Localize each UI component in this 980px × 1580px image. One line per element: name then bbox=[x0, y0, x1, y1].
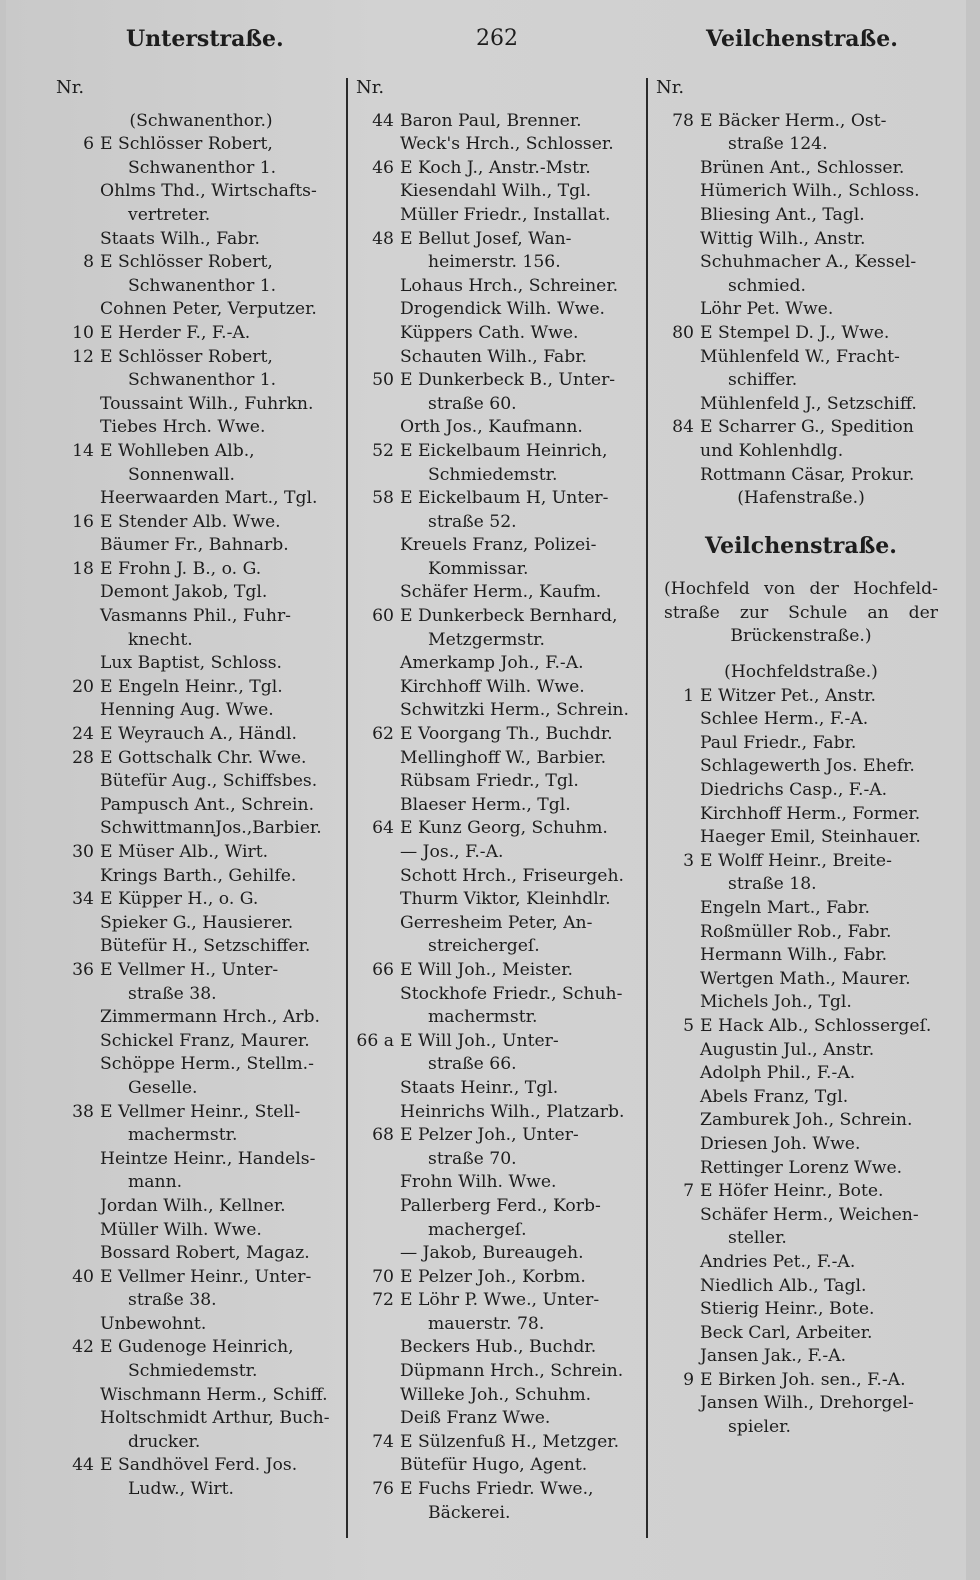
house-number: 8 bbox=[83, 252, 94, 273]
column-label: Nr. bbox=[56, 77, 85, 98]
resident-line: Bliesing Ant., Tagl. bbox=[700, 204, 865, 225]
resident-name: E Vellmer Heinr., Stell- bbox=[100, 1101, 301, 1122]
house-number: 28 bbox=[72, 747, 94, 768]
house-entry bbox=[56, 511, 346, 535]
resident-line: Düpmann Hrch., Schrein. bbox=[400, 1361, 624, 1382]
column-1 bbox=[56, 76, 346, 1546]
house-entry bbox=[356, 959, 646, 983]
resident-line: Tiebes Hrch. Wwe. bbox=[100, 417, 266, 438]
column-label: Nr. bbox=[656, 77, 685, 98]
resident-line: Haeger Emil, Steinhauer. bbox=[700, 827, 921, 848]
house-entry bbox=[356, 157, 646, 181]
continuation-line: Schmiedemstr. bbox=[128, 1361, 258, 1382]
resident-name: E Wohlleben Alb., bbox=[100, 440, 255, 461]
continuation-line: machermstr. bbox=[428, 1007, 538, 1028]
continuation-line: Schwanenthor 1. bbox=[128, 157, 277, 178]
resident-line: Lux Baptist, Schloss. bbox=[100, 653, 282, 674]
resident-line: Roßmüller Rob., Fabr. bbox=[700, 921, 892, 942]
continuation-line: streichergeſ. bbox=[428, 936, 540, 957]
resident-line: Cohnen Peter, Verputzer. bbox=[100, 299, 317, 320]
resident-name: E Herder F., F.-A. bbox=[100, 322, 251, 343]
resident-line: Heintze Heinr., Handels- bbox=[100, 1148, 316, 1169]
house-entry bbox=[356, 1124, 646, 1148]
house-number: 68 bbox=[372, 1125, 394, 1146]
house-entry bbox=[656, 416, 946, 440]
resident-line: Wertgen Math., Maurer. bbox=[700, 968, 911, 989]
house-entry bbox=[656, 685, 946, 709]
continuation-line: Ludw., Wirt. bbox=[128, 1479, 234, 1500]
continuation-line: straße 38. bbox=[128, 983, 217, 1004]
resident-name: Baron Paul, Brenner. bbox=[400, 110, 582, 131]
resident-line: Kiesendahl Wilh., Tgl. bbox=[400, 181, 592, 202]
resident-name: E Müser Alb., Wirt. bbox=[100, 842, 269, 862]
resident-line: Augustin Jul., Anstr. bbox=[700, 1039, 875, 1060]
resident-line: Stierig Heinr., Bote. bbox=[700, 1299, 875, 1320]
house-number: 24 bbox=[72, 724, 94, 745]
house-number: 50 bbox=[372, 370, 394, 391]
resident-line: Blaeser Herm., Tgl. bbox=[400, 794, 571, 815]
resident-line: Brünen Ant., Schlosser. bbox=[700, 157, 905, 178]
street-description: (Hochfeld von der Hochfeld- bbox=[664, 579, 938, 600]
house-number: 60 bbox=[372, 606, 394, 627]
resident-line: Demont Jakob, Tgl. bbox=[100, 582, 268, 603]
resident-line: Niedlich Alb., Tagl. bbox=[700, 1275, 867, 1296]
house-number: 70 bbox=[372, 1266, 394, 1287]
resident-name: E Dunkerbeck Bernhard, bbox=[400, 606, 618, 627]
house-number: 38 bbox=[72, 1101, 94, 1122]
continuation-line: Metzgermstr. bbox=[428, 629, 545, 650]
house-entry bbox=[656, 850, 946, 874]
continuation-line: vertreter. bbox=[128, 204, 211, 225]
continuation-line: Schmiedemstr. bbox=[428, 464, 558, 485]
column-divider bbox=[646, 78, 648, 1538]
resident-name: E Will Joh., Meister. bbox=[400, 959, 573, 980]
house-number: 66 bbox=[372, 959, 394, 980]
resident-line: Willeke Joh., Schuhm. bbox=[400, 1384, 592, 1405]
house-entry bbox=[56, 1454, 346, 1478]
resident-name: E Gudenoge Heinrich, bbox=[100, 1337, 294, 1358]
house-number: 84 bbox=[672, 417, 694, 438]
continuation-line: Sonnenwall. bbox=[128, 464, 235, 485]
resident-line: Abels Franz, Tgl. bbox=[700, 1086, 849, 1107]
house-entry bbox=[56, 346, 346, 370]
house-entry bbox=[356, 1266, 646, 1290]
house-number: 16 bbox=[72, 511, 94, 532]
column-divider bbox=[346, 78, 348, 1538]
continuation-line: straße 70. bbox=[428, 1148, 517, 1169]
resident-name: E Eickelbaum Heinrich, bbox=[400, 440, 608, 461]
house-number: 1 bbox=[683, 685, 694, 706]
house-entry bbox=[356, 723, 646, 747]
directory-page bbox=[6, 0, 966, 1580]
resident-line: Schwitzki Herm., Schrein. bbox=[400, 700, 629, 721]
resident-name: E Pelzer Joh., Unter- bbox=[400, 1125, 579, 1146]
resident-line: Küppers Cath. Wwe. bbox=[400, 322, 579, 343]
house-number: 5 bbox=[683, 1015, 694, 1036]
resident-line: Heinrichs Wilh., Platzarb. bbox=[400, 1101, 625, 1122]
resident-line: Adolph Phil., F.-A. bbox=[700, 1063, 856, 1084]
resident-line: Löhr Pet. Wwe. bbox=[700, 299, 834, 320]
resident-line: Hümerich Wilh., Schloss. bbox=[700, 181, 920, 202]
house-number: 44 bbox=[72, 1455, 94, 1476]
resident-name: E Stender Alb. Wwe. bbox=[100, 511, 281, 532]
house-number: 42 bbox=[72, 1337, 94, 1358]
house-entry bbox=[56, 747, 346, 771]
resident-name: E Küpper H., o. G. bbox=[100, 889, 259, 910]
house-entry bbox=[56, 1101, 346, 1125]
resident-name: E Fuchs Friedr. Wwe., bbox=[400, 1479, 594, 1500]
house-number: 52 bbox=[372, 440, 394, 461]
resident-line: Bäumer Fr., Bahnarb. bbox=[100, 535, 289, 556]
resident-name: E Vellmer H., Unter- bbox=[100, 959, 279, 980]
house-entry bbox=[356, 110, 646, 134]
house-number: 48 bbox=[372, 228, 394, 249]
column-label: Nr. bbox=[356, 77, 385, 98]
resident-name: E Gottschalk Chr. Wwe. bbox=[100, 747, 307, 768]
resident-name: E Stempel D. J., Wwe. bbox=[700, 322, 890, 343]
house-number: 62 bbox=[372, 724, 394, 745]
house-number: 34 bbox=[72, 889, 94, 910]
page-header bbox=[6, 26, 966, 60]
house-number: 10 bbox=[72, 322, 94, 343]
house-number: 66 a bbox=[356, 1030, 394, 1051]
house-entry bbox=[656, 322, 946, 346]
resident-line: Schäfer Herm., Weichen- bbox=[700, 1204, 919, 1225]
resident-name: E Höfer Heinr., Bote. bbox=[700, 1181, 884, 1202]
resident-line: Holtschmidt Arthur, Buch- bbox=[100, 1408, 330, 1429]
house-entry bbox=[656, 1015, 946, 1039]
continuation-line: spieler. bbox=[728, 1417, 791, 1438]
house-number: 9 bbox=[683, 1369, 694, 1390]
resident-line: Wittig Wilh., Anstr. bbox=[700, 228, 866, 249]
resident-line: Beckers Hub., Buchdr. bbox=[400, 1337, 597, 1358]
continuation-line: machergeſ. bbox=[428, 1219, 527, 1240]
continuation-line: machermstr. bbox=[128, 1125, 238, 1146]
house-entry bbox=[56, 959, 346, 983]
house-number: 76 bbox=[372, 1479, 394, 1500]
continuation-line: straße 18. bbox=[728, 874, 817, 895]
continuation-line: schiffer. bbox=[728, 370, 798, 391]
resident-line: Diedrichs Casp., F.-A. bbox=[700, 780, 888, 801]
continuation-line: straße 38. bbox=[128, 1290, 217, 1311]
house-number: 74 bbox=[372, 1431, 394, 1452]
resident-line: Jansen Wilh., Drehorgel- bbox=[700, 1393, 914, 1414]
resident-line: Schlagewerth Jos. Ehefr. bbox=[700, 756, 915, 777]
resident-line: — Jakob, Bureaugeh. bbox=[400, 1243, 584, 1264]
resident-line: Bütefür Hugo, Agent. bbox=[400, 1455, 588, 1476]
resident-name: E Schlösser Robert, bbox=[100, 134, 273, 155]
house-number: 44 bbox=[372, 110, 394, 131]
house-number: 80 bbox=[672, 322, 694, 343]
street-heading: Veilchenstraße. bbox=[705, 534, 897, 559]
header-left-street: Unterstraße. bbox=[126, 26, 284, 52]
resident-name: E Bäcker Herm., Ost- bbox=[700, 110, 887, 131]
resident-line: Deiß Franz Wwe. bbox=[400, 1408, 551, 1429]
resident-name: E Scharrer G., Spedition bbox=[700, 417, 914, 438]
resident-name: E Kunz Georg, Schuhm. bbox=[400, 818, 608, 839]
resident-line: Schauten Wilh., Fabr. bbox=[400, 346, 588, 367]
spacer bbox=[656, 649, 946, 661]
house-number: 7 bbox=[683, 1181, 694, 1202]
house-entry bbox=[56, 723, 346, 747]
resident-line: Michels Joh., Tgl. bbox=[700, 992, 852, 1013]
resident-line: Schickel Franz, Maurer. bbox=[100, 1030, 310, 1051]
continuation-line: straße 124. bbox=[728, 134, 828, 155]
continuation-line: Geselle. bbox=[128, 1077, 198, 1098]
resident-line: Unbewohnt. bbox=[100, 1313, 207, 1334]
section-note: (Schwanenthor.) bbox=[129, 110, 273, 131]
header-right-street: Veilchenstraße. bbox=[706, 26, 898, 52]
house-entry bbox=[356, 369, 646, 393]
resident-name: E Hack Alb., Schlossergeſ. bbox=[700, 1015, 932, 1036]
house-entry bbox=[56, 1336, 346, 1360]
resident-line: Heerwaarden Mart., Tgl. bbox=[100, 488, 318, 509]
house-number: 78 bbox=[672, 110, 694, 131]
resident-line: Schuhmacher A., Kessel- bbox=[700, 252, 917, 273]
resident-line: Zamburek Joh., Schrein. bbox=[700, 1110, 913, 1131]
resident-name: E Sülzenfuß H., Metzger. bbox=[400, 1431, 620, 1452]
house-number: 46 bbox=[372, 157, 394, 178]
resident-line: Staats Wilh., Fabr. bbox=[100, 228, 260, 249]
resident-line: Jansen Jak., F.-A. bbox=[700, 1346, 847, 1367]
resident-line: Vasmanns Phil., Fuhr- bbox=[100, 606, 291, 627]
resident-name: E Bellut Josef, Wan- bbox=[400, 228, 572, 249]
house-entry bbox=[356, 605, 646, 629]
resident-name: E Vellmer Heinr., Unter- bbox=[100, 1266, 312, 1287]
resident-name: E Engeln Heinr., Tgl. bbox=[100, 676, 283, 697]
resident-line: Müller Wilh. Wwe. bbox=[100, 1219, 262, 1240]
house-number: 18 bbox=[72, 558, 94, 579]
continuation-line: Schwanenthor 1. bbox=[128, 370, 277, 391]
resident-line: Spieker G., Hausierer. bbox=[100, 912, 294, 933]
resident-name: E Koch J., Anstr.-Mstr. bbox=[400, 157, 591, 178]
resident-line: Kreuels Franz, Polizei- bbox=[400, 535, 597, 556]
resident-line: Staats Heinr., Tgl. bbox=[400, 1077, 559, 1098]
continuation-line: heimerstr. 156. bbox=[428, 252, 561, 273]
column-2 bbox=[356, 76, 646, 1546]
house-entry bbox=[56, 133, 346, 157]
resident-name: E Schlösser Robert, bbox=[100, 252, 273, 273]
continuation-line: drucker. bbox=[128, 1431, 201, 1452]
resident-line: Stockhofe Friedr., Schuh- bbox=[400, 983, 623, 1004]
resident-line: Pallerberg Ferd., Korb- bbox=[400, 1195, 601, 1216]
house-entry bbox=[56, 322, 346, 346]
resident-line: Schlee Herm., F.-A. bbox=[700, 709, 869, 730]
resident-line: Toussaint Wilh., Fuhrkn. bbox=[100, 393, 314, 414]
continuation-line: steller. bbox=[728, 1228, 787, 1249]
house-entry bbox=[56, 1266, 346, 1290]
resident-name: E Wolff Heinr., Breite- bbox=[700, 850, 892, 871]
resident-line: Jordan Wilh., Kellner. bbox=[100, 1195, 286, 1216]
resident-line: Rettinger Lorenz Wwe. bbox=[700, 1157, 903, 1178]
resident-line: Schäfer Herm., Kaufm. bbox=[400, 582, 602, 603]
house-entry bbox=[56, 676, 346, 700]
section-note: Brückenstraße.) bbox=[730, 626, 872, 647]
resident-line: Schöppe Herm., Stellm.- bbox=[100, 1054, 314, 1075]
resident-line: Rübsam Friedr., Tgl. bbox=[400, 771, 579, 792]
resident-name: E Will Joh., Unter- bbox=[400, 1030, 559, 1051]
resident-line: Frohn Wilh. Wwe. bbox=[400, 1172, 557, 1193]
resident-line: Thurm Viktor, Kleinhdlr. bbox=[400, 889, 611, 910]
resident-name: E Pelzer Joh., Korbm. bbox=[400, 1266, 586, 1287]
resident-name: E Weyrauch A., Händl. bbox=[100, 724, 297, 745]
resident-name: E Frohn J. B., o. G. bbox=[100, 558, 262, 579]
resident-line: Mühlenfeld W., Fracht- bbox=[700, 346, 900, 367]
resident-line: Lohaus Hrch., Schreiner. bbox=[400, 275, 619, 296]
house-entry bbox=[356, 1289, 646, 1313]
continuation-line: mann. bbox=[128, 1172, 183, 1193]
resident-line: Engeln Mart., Fabr. bbox=[700, 898, 870, 918]
house-entry bbox=[56, 440, 346, 464]
resident-line: Amerkamp Joh., F.-A. bbox=[400, 653, 584, 674]
house-entry bbox=[356, 440, 646, 464]
continuation-line: knecht. bbox=[128, 629, 193, 650]
house-entry bbox=[356, 487, 646, 511]
continuation-line: Kommissar. bbox=[428, 558, 529, 579]
house-entry bbox=[356, 1478, 646, 1502]
resident-name: E Voorgang Th., Buchdr. bbox=[400, 724, 613, 745]
resident-name: E Witzer Pet., Anstr. bbox=[700, 685, 876, 706]
resident-line: Orth Jos., Kaufmann. bbox=[400, 417, 583, 438]
house-number: 40 bbox=[72, 1266, 94, 1287]
house-entry bbox=[656, 1369, 946, 1393]
resident-name: E Sandhövel Ferd. Jos. bbox=[100, 1455, 298, 1476]
resident-line: Hermann Wilh., Fabr. bbox=[700, 945, 888, 966]
resident-line: Wischmann Herm., Schiff. bbox=[100, 1384, 328, 1405]
resident-line: Weck's Hrch., Schlosser. bbox=[400, 134, 614, 155]
street-description: straße zur Schule an der bbox=[664, 602, 938, 623]
house-entry bbox=[356, 1431, 646, 1455]
house-number: 36 bbox=[72, 959, 94, 980]
resident-name: E Birken Joh. sen., F.-A. bbox=[700, 1369, 906, 1390]
house-entry bbox=[56, 251, 346, 275]
resident-name: E Dunkerbeck B., Unter- bbox=[400, 370, 616, 391]
resident-name: E Löhr P. Wwe., Unter- bbox=[400, 1290, 600, 1311]
house-entry bbox=[356, 1030, 646, 1054]
resident-line: Henning Aug. Wwe. bbox=[100, 700, 274, 721]
resident-line: Bütefür H., Setzschiffer. bbox=[100, 936, 311, 957]
resident-line: SchwittmannJos.,Barbier. bbox=[100, 818, 322, 839]
resident-line: Andries Pet., F.-A. bbox=[700, 1251, 856, 1272]
house-entry bbox=[56, 888, 346, 912]
house-number: 12 bbox=[72, 346, 94, 367]
resident-line: Zimmermann Hrch., Arb. bbox=[100, 1007, 320, 1028]
resident-line: Kirchhoff Herm., Former. bbox=[700, 803, 921, 824]
house-entry bbox=[56, 841, 346, 865]
resident-line: Kirchhoff Wilh. Wwe. bbox=[400, 676, 585, 697]
resident-line: Schott Hrch., Friseurgeh. bbox=[400, 865, 625, 886]
resident-name: E Eickelbaum H, Unter- bbox=[400, 488, 609, 509]
column-3 bbox=[656, 76, 946, 1546]
house-entry bbox=[356, 228, 646, 252]
resident-line: Gerresheim Peter, An- bbox=[400, 912, 593, 933]
continuation-line: Schwanenthor 1. bbox=[128, 275, 277, 296]
house-entry bbox=[56, 558, 346, 582]
house-number: 30 bbox=[72, 842, 94, 862]
resident-name: E Schlösser Robert, bbox=[100, 346, 273, 367]
resident-line: Bossard Robert, Magaz. bbox=[100, 1243, 310, 1264]
resident-line: Mellinghoff W., Barbier. bbox=[400, 747, 607, 768]
house-number: 58 bbox=[372, 488, 394, 509]
continuation-line: Bäckerei. bbox=[428, 1502, 511, 1523]
resident-line: Krings Barth., Gehilfe. bbox=[100, 865, 297, 886]
continuation-line: schmied. bbox=[728, 275, 806, 296]
house-entry bbox=[356, 817, 646, 841]
house-entry bbox=[656, 1180, 946, 1204]
continuation-line: straße 66. bbox=[428, 1054, 517, 1075]
resident-line: Mühlenfeld J., Setzschiff. bbox=[700, 393, 917, 414]
resident-line: Rottmann Cäsar, Prokur. bbox=[700, 464, 915, 485]
continuation-line: straße 52. bbox=[428, 511, 517, 532]
house-number: 20 bbox=[72, 676, 94, 697]
page-number: 262 bbox=[476, 26, 518, 51]
resident-line: Müller Friedr., Installat. bbox=[400, 204, 611, 225]
resident-line: Pampusch Ant., Schrein. bbox=[100, 794, 315, 815]
resident-line: Driesen Joh. Wwe. bbox=[700, 1133, 861, 1154]
resident-line: Drogendick Wilh. Wwe. bbox=[400, 299, 605, 320]
section-note: (Hochfeldstraße.) bbox=[724, 662, 878, 683]
house-entry bbox=[656, 110, 946, 134]
resident-line: Ohlms Thd., Wirtschafts- bbox=[100, 181, 317, 202]
resident-line: Bütefür Aug., Schiffsbes. bbox=[100, 771, 318, 792]
house-number: 64 bbox=[372, 818, 394, 839]
section-note: (Hafenstraße.) bbox=[737, 488, 865, 509]
house-number: 3 bbox=[683, 850, 694, 871]
house-number: 72 bbox=[372, 1290, 394, 1311]
continuation-line: mauerstr. 78. bbox=[428, 1313, 545, 1334]
resident-line: — Jos., F.-A. bbox=[400, 842, 504, 862]
continuation-line: straße 60. bbox=[428, 393, 517, 414]
resident-line: Paul Friedr., Fabr. bbox=[700, 732, 857, 753]
house-number: 14 bbox=[72, 440, 94, 461]
resident-line: und Kohlenhdlg. bbox=[700, 440, 844, 461]
resident-line: Beck Carl, Arbeiter. bbox=[700, 1322, 873, 1343]
house-number: 6 bbox=[83, 134, 94, 155]
